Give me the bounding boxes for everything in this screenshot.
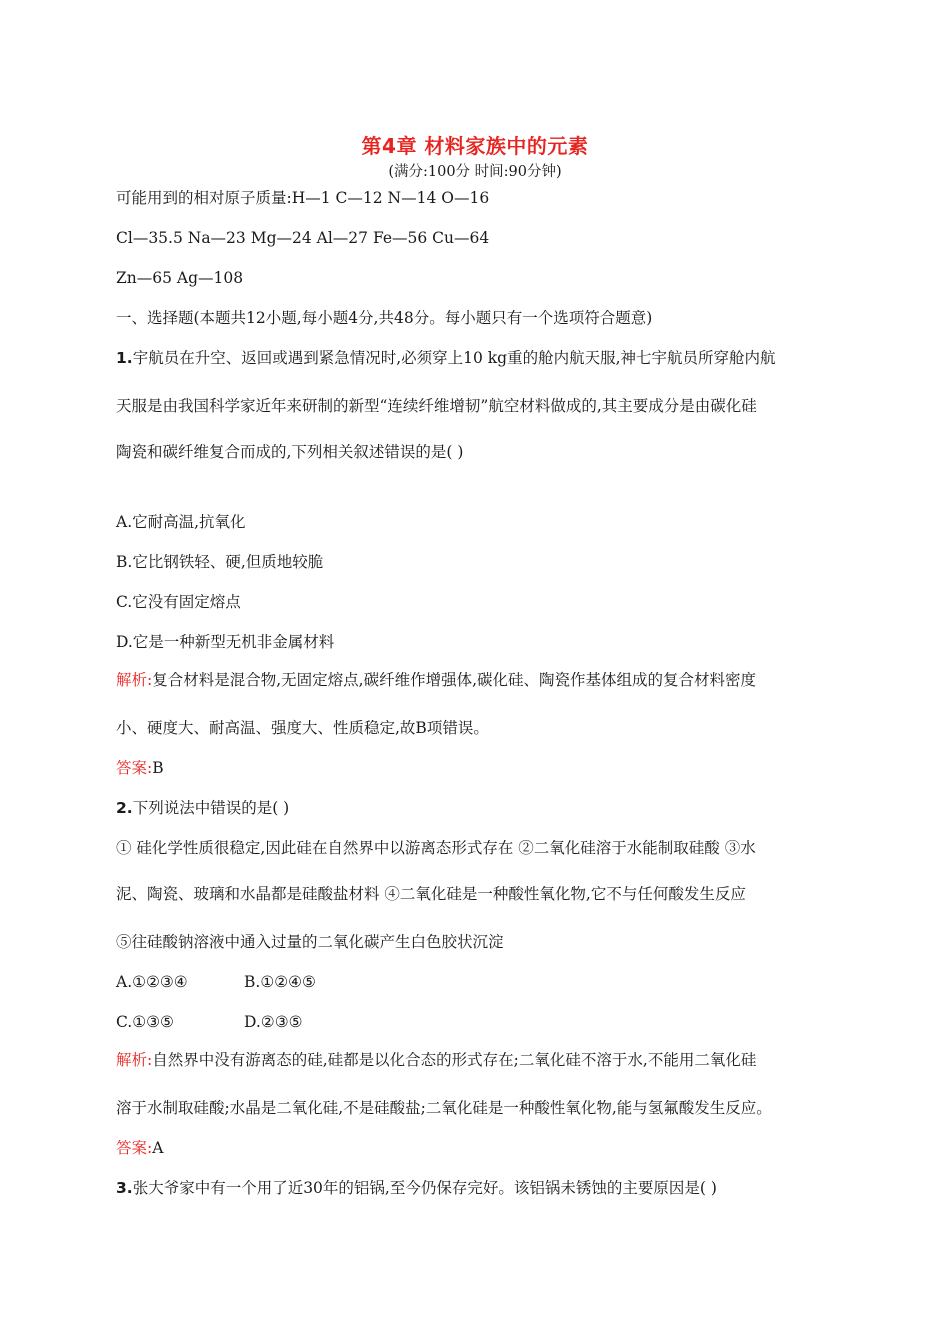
analysis-1-line-1 xyxy=(116,670,756,690)
analysis-1-line-2: 小、硬度大、耐高温、强度大、性质稳定,故B项错误。 xyxy=(116,719,489,737)
question-number: 2. xyxy=(116,799,133,817)
answer-2 xyxy=(116,1138,163,1158)
answer-1 xyxy=(116,758,164,778)
answer-label: 答案: xyxy=(116,759,153,777)
analysis-2-line-2: 溶于水制取硅酸;水晶是二氧化硅,不是硅酸盐;二氧化硅是一种酸性氧化物,能与氢氟酸发生反应。 xyxy=(116,1099,772,1117)
atomic-mass-line-3: Zn—65 Ag—108 xyxy=(116,269,244,287)
question-2-line-1: ① 硅化学性质很稳定,因此硅在自然界中以游离态形式存在 ②二氧化硅溶于水能制取硅酸 ③水 xyxy=(116,839,756,857)
analysis-text: 自然界中没有游离态的硅,硅都是以化合态的形式存在;二氧化硅不溶于水,不能用二氧化硅 xyxy=(152,1051,757,1069)
option-b: B.它比钢铁轻、硬,但质地较脆 xyxy=(116,553,324,571)
option-b: B.①②④⑤ xyxy=(244,973,316,991)
question-2-stem xyxy=(116,798,289,818)
option-c: C.它没有固定熔点 xyxy=(116,593,241,611)
answer-label: 答案: xyxy=(116,1139,153,1157)
option-a: A.它耐高温,抗氧化 xyxy=(116,513,246,531)
option-a: A.①②③④ xyxy=(116,973,188,991)
question-1-line-3: 陶瓷和碳纤维复合而成的,下列相关叙述错误的是( ) xyxy=(116,443,464,461)
question-1-line-1 xyxy=(116,348,776,368)
analysis-2-line-1 xyxy=(116,1050,756,1070)
question-text: 宇航员在升空、返回或遇到紧急情况时,必须穿上10 kg重的舱内航天服,神七宇航员所穿舱内航 xyxy=(132,349,776,367)
atomic-mass-line-2: Cl—35.5 Na—23 Mg—24 Al—27 Fe—56 Cu—64 xyxy=(116,229,490,247)
option-row-cd xyxy=(116,1012,516,1032)
exam-info: (满分:100分 时间:90分钟) xyxy=(388,164,562,180)
atomic-mass-line-1: 可能用到的相对原子质量:H—1 C—12 N—14 O—16 xyxy=(116,189,490,207)
question-2-line-2: 泥、陶瓷、玻璃和水晶都是硅酸盐材料 ④二氧化硅是一种酸性氧化物,它不与任何酸发生反应 xyxy=(116,885,746,903)
analysis-text: 复合材料是混合物,无固定熔点,碳纤维作增强体,碳化硅、陶瓷作基体组成的复合材料密度 xyxy=(152,671,757,689)
question-number: 1. xyxy=(116,349,133,367)
analysis-label: 解析: xyxy=(116,671,153,689)
question-1-line-2: 天服是由我国科学家近年来研制的新型“连续纤维增韧”航空材料做成的,其主要成分是由碳化硅 xyxy=(116,397,757,415)
option-row-ab xyxy=(116,972,516,992)
option-d: D.它是一种新型无机非金属材料 xyxy=(116,633,335,651)
analysis-label: 解析: xyxy=(116,1051,153,1069)
answer-value: A xyxy=(152,1139,164,1157)
chapter-title: 第4章 材料家族中的元素 xyxy=(361,134,589,158)
option-c: C.①③⑤ xyxy=(116,1013,174,1031)
section-heading: 一、选择题(本题共12小题,每小题4分,共48分。每小题只有一个选项符合题意) xyxy=(116,309,653,327)
option-d: D.②③⑤ xyxy=(244,1013,303,1031)
question-number: 3. xyxy=(116,1179,133,1197)
question-text: 张大爷家中有一个用了近30年的铝锅,至今仍保存完好。该铝锅未锈蚀的主要原因是( ) xyxy=(132,1179,717,1197)
question-3-stem xyxy=(116,1178,717,1198)
answer-value: B xyxy=(152,759,164,777)
question-2-line-3: ⑤往硅酸钠溶液中通入过量的二氧化碳产生白色胶状沉淀 xyxy=(116,933,504,951)
question-text: 下列说法中错误的是( ) xyxy=(132,799,290,817)
